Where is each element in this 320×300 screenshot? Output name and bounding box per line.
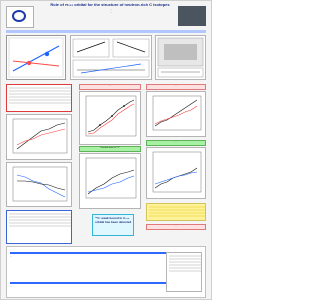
right-green-head: … [146, 140, 206, 146]
authors-line-2: … [109, 11, 113, 14]
right-note [146, 203, 206, 221]
poster-authors [50, 9, 172, 14]
conclusion-callout [92, 214, 134, 236]
poster-title: Role of π₁₁₂ orbital for the structure of neutron-rich C isotopes [50, 2, 170, 7]
left-bottom-text [9, 213, 71, 227]
footer-side-lines [169, 255, 201, 272]
right-logo [178, 6, 206, 26]
footer-collab: … [10, 286, 12, 288]
top-middle-panel [70, 35, 152, 80]
center-plot-1-svg [80, 92, 140, 144]
right-section-head-1: … [146, 84, 206, 90]
top-left-diagram-svg [7, 36, 65, 79]
left-bottom-box [6, 210, 72, 244]
right-note-lines [149, 206, 205, 217]
abstract-band [6, 30, 206, 33]
footer-side-box [166, 252, 202, 292]
conclusion-text: ¹⁶C: weak bound in π₁₁₂ orbital has been detected [95, 216, 132, 224]
top-right-figure-svg [156, 36, 205, 79]
right-section-head-2: … [146, 224, 206, 230]
center-section-head: … [79, 84, 141, 90]
center-plot-2 [79, 153, 141, 209]
authors-line-1: … [109, 9, 113, 11]
center-green-head: Ground state of ¹⁶C [79, 146, 141, 152]
left-intro-text [9, 87, 71, 104]
left-logo [6, 6, 34, 28]
ring-logo-icon [12, 10, 26, 22]
left-plot-1-svg [7, 115, 71, 159]
left-plot-2 [6, 162, 72, 207]
center-plot-1 [79, 91, 141, 145]
right-plot-2-svg [147, 148, 205, 198]
top-middle-panel-svg [71, 36, 151, 79]
right-plot-1-svg [147, 92, 205, 136]
footer-summary: … [10, 256, 12, 258]
right-plot-1 [146, 91, 206, 137]
left-plot-2-svg [7, 163, 71, 206]
center-plot-2-svg [80, 154, 140, 208]
left-plot-1 [6, 114, 72, 160]
right-plot-2 [146, 147, 206, 199]
left-intro-box [6, 84, 72, 112]
top-right-figure [155, 35, 206, 80]
top-left-figure [6, 35, 66, 80]
